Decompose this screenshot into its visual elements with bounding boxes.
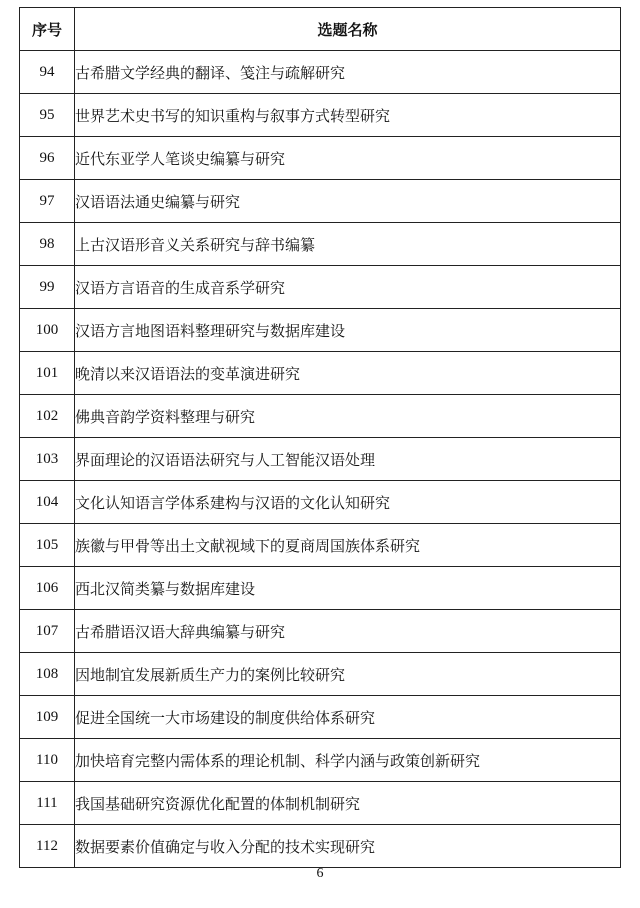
row-title: 晚清以来汉语语法的变革演进研究 (75, 352, 621, 395)
table-row (20, 309, 621, 352)
row-title: 汉语方言语音的生成音系学研究 (75, 266, 621, 309)
row-number: 94 (20, 51, 75, 94)
row-number: 100 (20, 309, 75, 352)
row-title: 西北汉简类纂与数据库建设 (75, 567, 621, 610)
row-number: 109 (20, 696, 75, 739)
table-row (20, 481, 621, 524)
row-number: 110 (20, 739, 75, 782)
row-number: 98 (20, 223, 75, 266)
row-number: 99 (20, 266, 75, 309)
row-number: 108 (20, 653, 75, 696)
table-row (20, 180, 621, 223)
table-row (20, 395, 621, 438)
table-row (20, 696, 621, 739)
row-title: 上古汉语形音义关系研究与辞书编纂 (75, 223, 621, 266)
row-title: 佛典音韵学资料整理与研究 (75, 395, 621, 438)
table-row (20, 352, 621, 395)
row-title: 促进全国统一大市场建设的制度供给体系研究 (75, 696, 621, 739)
table-row (20, 567, 621, 610)
row-title: 古希腊文学经典的翻译、笺注与疏解研究 (75, 51, 621, 94)
row-title: 加快培育完整内需体系的理论机制、科学内涵与政策创新研究 (75, 739, 621, 782)
row-number: 97 (20, 180, 75, 223)
row-number: 104 (20, 481, 75, 524)
table-row (20, 653, 621, 696)
row-title: 数据要素价值确定与收入分配的技术实现研究 (75, 825, 621, 868)
row-number: 96 (20, 137, 75, 180)
table-row (20, 610, 621, 653)
row-title: 汉语语法通史编纂与研究 (75, 180, 621, 223)
table-row (20, 825, 621, 868)
row-number: 105 (20, 524, 75, 567)
table-row (20, 137, 621, 180)
table-row (20, 739, 621, 782)
row-title: 我国基础研究资源优化配置的体制机制研究 (75, 782, 621, 825)
table-row (20, 94, 621, 137)
table-row (20, 51, 621, 94)
table-row (20, 266, 621, 309)
table-body (20, 51, 621, 868)
row-number: 111 (20, 782, 75, 825)
row-number: 103 (20, 438, 75, 481)
row-title: 汉语方言地图语料整理研究与数据库建设 (75, 309, 621, 352)
row-title: 因地制宜发展新质生产力的案例比较研究 (75, 653, 621, 696)
page-number: 6 (316, 866, 324, 881)
row-title: 古希腊语汉语大辞典编纂与研究 (75, 610, 621, 653)
table-row (20, 524, 621, 567)
row-number: 106 (20, 567, 75, 610)
row-number: 102 (20, 395, 75, 438)
header-number: 序号 (20, 8, 75, 51)
row-number: 107 (20, 610, 75, 653)
table-row (20, 223, 621, 266)
table-row (20, 438, 621, 481)
header-title: 选题名称 (75, 8, 621, 51)
table-row (20, 782, 621, 825)
topics-table (19, 7, 621, 868)
row-title: 世界艺术史书写的知识重构与叙事方式转型研究 (75, 94, 621, 137)
row-number: 101 (20, 352, 75, 395)
row-title: 文化认知语言学体系建构与汉语的文化认知研究 (75, 481, 621, 524)
row-title: 族徽与甲骨等出土文献视域下的夏商周国族体系研究 (75, 524, 621, 567)
row-title: 近代东亚学人笔谈史编纂与研究 (75, 137, 621, 180)
table-header-row (20, 8, 621, 51)
row-number: 112 (20, 825, 75, 868)
row-title: 界面理论的汉语语法研究与人工智能汉语处理 (75, 438, 621, 481)
row-number: 95 (20, 94, 75, 137)
